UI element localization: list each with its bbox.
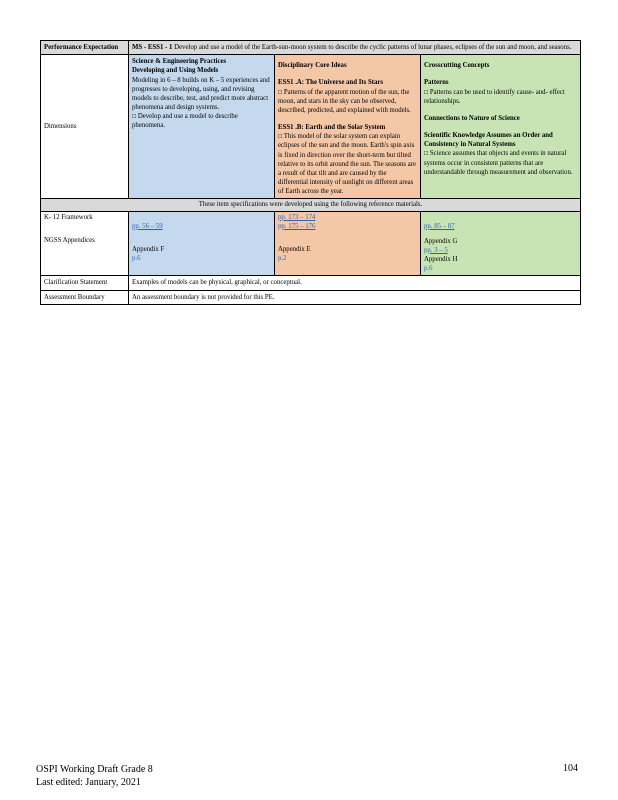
- sep-title: Science & Engineering Practices: [132, 58, 227, 66]
- references-labels: [41, 211, 129, 276]
- sep-bullet-text: Develop and use a model to describe phenomena.: [132, 113, 238, 130]
- dci-appendix-label: Appendix E: [278, 245, 311, 253]
- references-note: These item specifications were developed using the following reference materials.: [41, 199, 581, 211]
- bullet-icon: □: [278, 133, 284, 141]
- sep-k12-link[interactable]: pp. 56 – 59: [132, 222, 163, 230]
- dci-k12-link-2[interactable]: pp. 175 – 176: [278, 222, 316, 230]
- dci-references: [275, 211, 421, 276]
- specification-table: [40, 40, 581, 305]
- sep-appendix-label: Appendix F: [132, 245, 165, 253]
- assessment-label: Assessment Boundary: [41, 290, 129, 304]
- dimensions-row: [41, 55, 581, 199]
- bullet-icon: □: [132, 113, 138, 121]
- performance-expectation-row: [41, 41, 581, 55]
- ccc-appendix-g-label: Appendix G: [424, 237, 458, 245]
- sep-appendix-page[interactable]: p.6: [132, 254, 141, 262]
- sep-cell: [129, 55, 275, 199]
- ess1a-bullet: [278, 88, 417, 116]
- bullet-icon: □: [278, 88, 284, 96]
- clarification-label: Clarification Statement: [41, 276, 129, 290]
- ess1a-title: ESS1 .A: The Universe and Its Stars: [278, 79, 384, 87]
- footer-edited-line: Last edited: January, 2021: [36, 777, 141, 788]
- performance-expectation-text: [129, 41, 581, 55]
- ccc-title: Crosscutting Concepts: [424, 62, 490, 70]
- clarification-row: [41, 276, 581, 290]
- ccc-appendix-g-pages[interactable]: pp. 3 – 5: [424, 246, 448, 254]
- patterns-bullet: [424, 88, 577, 106]
- scientific-knowledge-title: Scientific Knowledge Assumes an Order and Consistency in Natural Systems: [424, 132, 553, 149]
- dci-appendix-page[interactable]: p.2: [278, 255, 287, 263]
- performance-expectation-label: Performance Expectation: [41, 41, 129, 55]
- k12-framework-label: K- 12 Framework: [44, 213, 93, 221]
- ngss-appendices-label: NGSS Appendices: [44, 236, 95, 244]
- ccc-references: [421, 211, 581, 276]
- patterns-title: Patterns: [424, 79, 449, 87]
- scientific-knowledge-bullet-text: Science assumes that objects and events in natural systems occur in consistent patterns that are understandable through measurement and observation.: [424, 150, 573, 176]
- footer-draft-line: OSPI Working Draft Grade 8: [36, 764, 153, 775]
- ess1b-bullet: [278, 132, 417, 196]
- dci-title: Disciplinary Core Ideas: [278, 62, 347, 70]
- ccc-cell: [421, 55, 581, 199]
- pe-description: Develop and use a model of the Earth-sun-moon system to describe the cyclic patterns of lunar phases, eclipses of the sun and moon, and seasons.: [174, 44, 572, 51]
- ess1b-bullet-text: This model of the solar system can explain eclipses of the sun and the moon. Earth's spin axis is fixed in direction over the short-term but tilted relative to its orbit around the sun. The seasons are a result of that tilt and are caused by the differential intensity of sunlight on different areas of Earth across the year.: [278, 133, 417, 196]
- clarification-text: Examples of models can be physical, graphical, or conceptual.: [129, 276, 581, 290]
- scientific-knowledge-bullet: [424, 149, 577, 177]
- ess1a-bullet-text: Patterns of the apparent motion of the sun, the moon, and stars in the sky can be observed, described, predicted, and explained with models.: [278, 88, 411, 114]
- ccc-appendix-h-label: Appendix H: [424, 256, 458, 264]
- sep-subtitle: Developing and Using Models: [132, 67, 219, 75]
- ess1b-title: ESS1 .B: Earth and the Solar System: [278, 124, 386, 132]
- sep-references: [129, 211, 275, 276]
- dci-cell: [275, 55, 421, 199]
- dimensions-label: Dimensions: [41, 55, 129, 199]
- references-note-row: [41, 199, 581, 211]
- page-number: 104: [563, 763, 578, 774]
- connections-title: Connections to Nature of Science: [424, 114, 520, 122]
- references-row: [41, 211, 581, 276]
- assessment-text: An assessment boundary is not provided for this PE.: [129, 290, 581, 304]
- bullet-icon: □: [424, 88, 430, 96]
- assessment-row: [41, 290, 581, 304]
- patterns-bullet-text: Patterns can be used to identify cause- and- effect relationships.: [424, 88, 565, 105]
- ccc-appendix-h-page[interactable]: p.6: [424, 265, 433, 273]
- pe-code: MS - ESS1 - 1: [132, 44, 173, 51]
- dci-k12-link-1[interactable]: pp. 173 – 174: [278, 213, 316, 221]
- footer: [36, 763, 153, 789]
- sep-paragraph: Modeling in 6 – 8 builds on K – 5 experiences and progresses to developing, using, and revising models to describe, test, and predict more abstract phenomena and design systems.: [132, 76, 270, 112]
- sep-bullet: [132, 112, 271, 130]
- bullet-icon: □: [424, 150, 430, 158]
- ccc-k12-link[interactable]: pp. 85 – 87: [424, 222, 455, 230]
